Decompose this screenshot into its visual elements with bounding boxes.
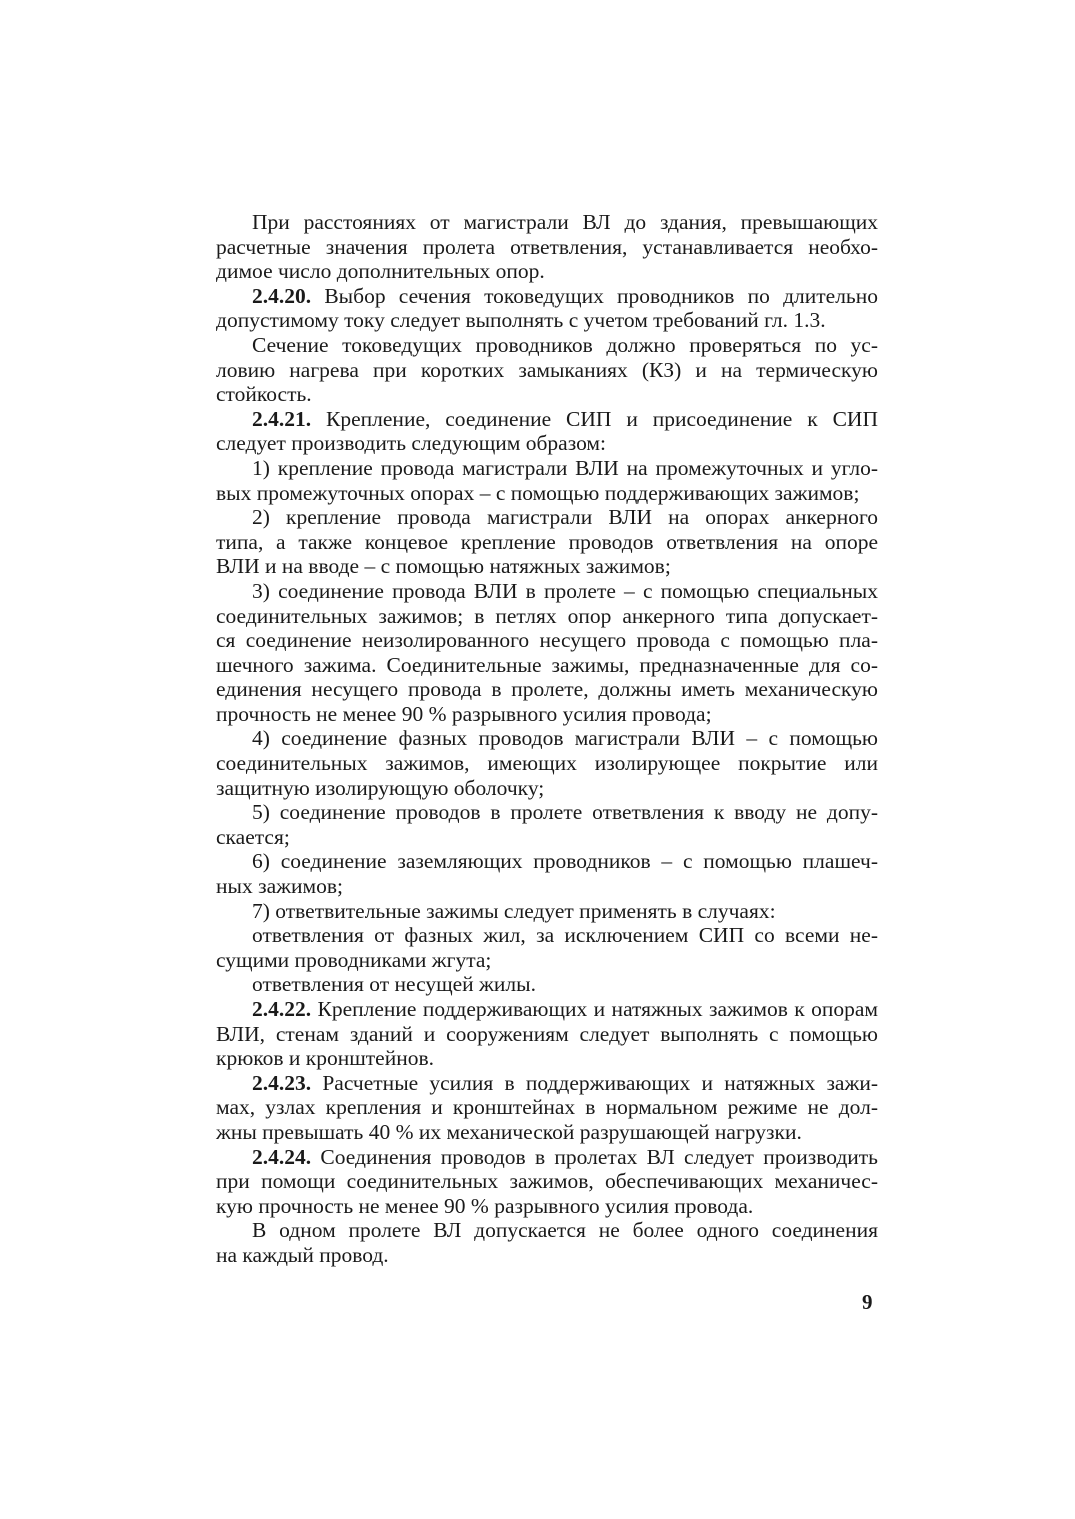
line-text: ных зажимов; xyxy=(216,874,343,899)
line-text: димое число дополнительных опор. xyxy=(216,259,545,284)
text-line xyxy=(216,505,878,530)
text-line xyxy=(216,382,878,407)
text-line xyxy=(216,333,878,358)
line-text: типа, а также концевое крепление проводов ответвления на опоре xyxy=(216,529,878,554)
line-text: мах, узлах крепления и кронштейнах в нормальном режиме не дол- xyxy=(216,1095,878,1120)
paragraph xyxy=(216,923,878,972)
line-text: ловию нагрева при коротких замыканиях (КЗ) и на термическую xyxy=(216,357,878,382)
paragraph xyxy=(216,800,878,849)
line-text: ВЛИ и на вводе – с помощью натяжных зажимов; xyxy=(216,554,671,579)
text-line xyxy=(216,456,878,481)
text-line xyxy=(216,948,878,973)
text-line xyxy=(216,849,878,874)
line-text: крюков и кронштейнов. xyxy=(216,1046,435,1071)
section-number: 2.4.24. xyxy=(252,1144,312,1169)
line-text: ответвления от несущей жилы. xyxy=(252,972,536,997)
line-text: Расчетные усилия в поддерживающих и натяжных зажи- xyxy=(311,1070,878,1095)
text-line xyxy=(216,1243,878,1268)
line-text: 7) ответвительные зажимы следует применять в случаях: xyxy=(252,898,776,923)
paragraph xyxy=(216,505,878,579)
text-line xyxy=(216,1022,878,1047)
paragraph xyxy=(216,899,878,924)
line-text: В одном пролете ВЛ допускается не более одного соединения xyxy=(252,1218,878,1243)
line-text: 4) соединение фазных проводов магистрали ВЛИ – с помощью xyxy=(252,726,878,751)
text-line xyxy=(216,1095,878,1120)
section-number: 2.4.22. xyxy=(252,997,312,1021)
line-text: Выбор сечения токоведущих проводников по длительно xyxy=(311,283,878,308)
text-line xyxy=(216,899,878,924)
line-text: стойкость. xyxy=(216,382,312,407)
text-line xyxy=(216,259,878,284)
text-line xyxy=(216,481,878,506)
paragraph xyxy=(216,972,878,997)
text-line xyxy=(216,1169,878,1194)
line-text: ответвления от фазных жил, за исключением СИП со всеми не- xyxy=(252,923,878,948)
text-line xyxy=(216,530,878,555)
line-text: расчетные значения пролета ответвления, устанавливается необхо- xyxy=(216,234,878,259)
line-text: сущими проводниками жгута; xyxy=(216,947,492,972)
text-line xyxy=(216,358,878,383)
line-text: жны превышать 40 % их механической разрушающей нагрузки. xyxy=(216,1119,802,1144)
line-text: Крепление, соединение СИП и присоединение к СИП xyxy=(311,406,878,431)
paragraph xyxy=(216,456,878,505)
line-text: Соединения проводов в пролетах ВЛ следует производить xyxy=(311,1144,878,1169)
line-text: вых промежуточных опорах – с помощью поддерживающих зажимов; xyxy=(216,480,860,505)
section-number: 2.4.21. xyxy=(252,406,312,431)
text-line xyxy=(216,825,878,850)
text-line xyxy=(216,1145,878,1170)
text-line xyxy=(216,1194,878,1219)
line-text: 5) соединение проводов в пролете ответвления к вводу не допу- xyxy=(252,800,878,825)
text-line xyxy=(216,308,878,333)
line-text: 3) соединение провода ВЛИ в пролете – с помощью специальных xyxy=(252,578,878,603)
text-line xyxy=(216,554,878,579)
line-text: прочность не менее 90 % разрывного усилия провода; xyxy=(216,701,712,726)
text-line xyxy=(216,677,878,702)
paragraph xyxy=(216,333,878,407)
line-text: кую прочность не менее 90 % разрывного усилия провода. xyxy=(216,1193,754,1218)
line-text: соединительных зажимов, имеющих изолирующее покрытие или xyxy=(216,751,878,776)
text-line xyxy=(216,751,878,776)
text-line xyxy=(216,653,878,678)
text-line xyxy=(216,997,878,1022)
line-text: Крепление поддерживающих и натяжных зажимов к опорам xyxy=(311,997,878,1021)
text-line xyxy=(216,923,878,948)
section-number: 2.4.20. xyxy=(252,283,312,308)
page-number: 9 xyxy=(862,1290,873,1314)
line-text: 2) крепление провода магистрали ВЛИ на опорах анкерного xyxy=(252,505,878,530)
text-line xyxy=(216,604,878,629)
text-line xyxy=(216,776,878,801)
section-number: 2.4.23. xyxy=(252,1070,312,1095)
line-text: при помощи соединительных зажимов, обеспечивающих механичес- xyxy=(216,1169,878,1194)
text-line xyxy=(216,874,878,899)
paragraph xyxy=(216,1145,878,1219)
paragraph xyxy=(216,849,878,898)
line-text: шечного зажима. Соединительные зажимы, предназначенные для со- xyxy=(216,652,878,677)
text-line xyxy=(216,628,878,653)
line-text: единения несущего провода в пролете, должны иметь механическую xyxy=(216,677,878,702)
paragraph xyxy=(216,726,878,800)
line-text: 6) соединение заземляющих проводников – с помощью плашеч- xyxy=(252,849,878,874)
line-text: допустимому току следует выполнять с учетом требований гл. 1.3. xyxy=(216,308,826,333)
text-line xyxy=(216,1218,878,1243)
text-line xyxy=(216,431,878,456)
line-text: скается; xyxy=(216,824,290,849)
line-text: ВЛИ, стенам зданий и сооружениям следует выполнять с помощью xyxy=(216,1021,878,1046)
paragraph xyxy=(216,407,878,456)
line-text: следует производить следующим образом: xyxy=(216,431,607,456)
paragraph xyxy=(216,284,878,333)
paragraph xyxy=(216,210,878,284)
paragraph xyxy=(216,1218,878,1267)
text-line xyxy=(216,284,878,309)
document-body xyxy=(216,210,878,1268)
paragraph xyxy=(216,1071,878,1145)
text-line xyxy=(216,579,878,604)
paragraph xyxy=(216,579,878,727)
line-text: на каждый провод. xyxy=(216,1242,389,1267)
text-line xyxy=(216,702,878,727)
line-text: соединительных зажимов; в петлях опор анкерного типа допускает- xyxy=(216,603,878,628)
text-line xyxy=(216,1071,878,1096)
line-text: Сечение токоведущих проводников должно проверяться по ус- xyxy=(252,332,878,357)
text-line xyxy=(216,1046,878,1071)
line-text: ся соединение неизолированного несущего провода с помощью пла- xyxy=(216,628,878,653)
line-text: 1) крепление провода магистрали ВЛИ на промежуточных и угло- xyxy=(252,455,878,480)
text-line xyxy=(216,972,878,997)
text-line xyxy=(216,1120,878,1145)
text-line xyxy=(216,726,878,751)
text-line xyxy=(216,407,878,432)
text-line xyxy=(216,800,878,825)
line-text: При расстояниях от магистрали ВЛ до здания, превышающих xyxy=(252,210,878,234)
line-text: защитную изолирующую оболочку; xyxy=(216,775,545,800)
text-line xyxy=(216,210,878,235)
text-line xyxy=(216,235,878,260)
paragraph xyxy=(216,997,878,1071)
